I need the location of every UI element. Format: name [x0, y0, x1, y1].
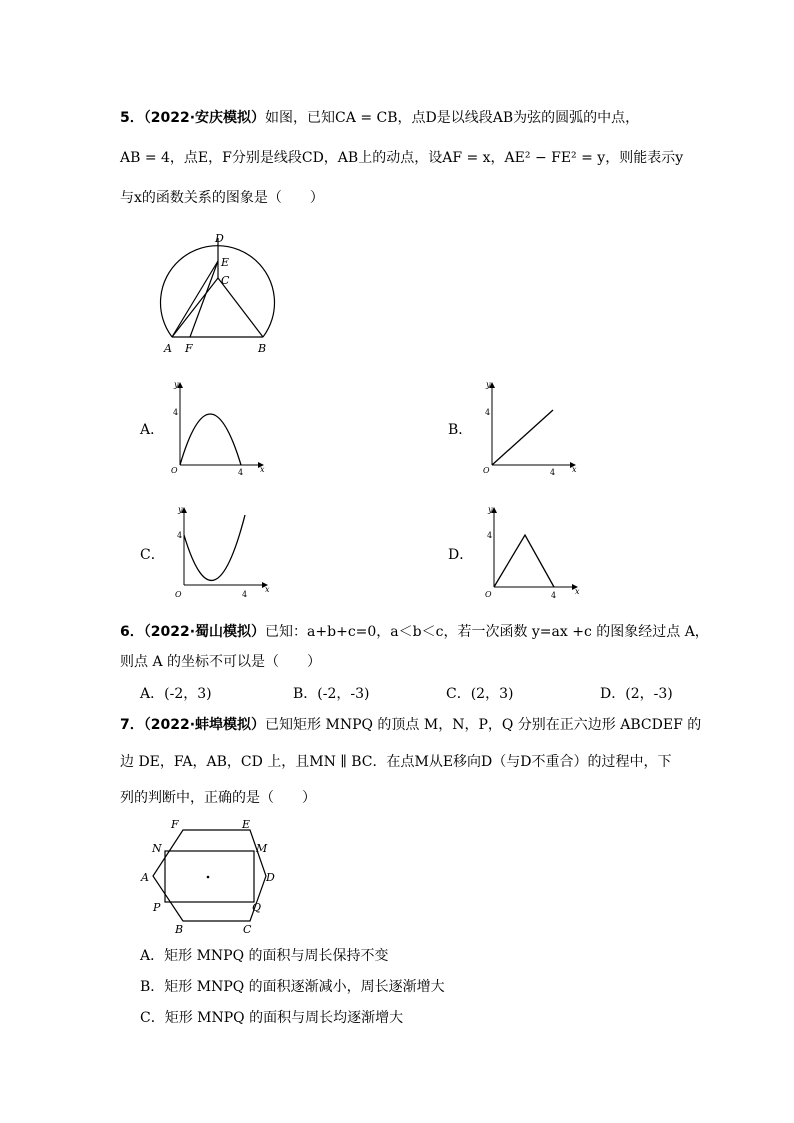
q7-option-a-text: 矩形 MNPQ 的面积与周长保持不变: [164, 948, 389, 964]
q7-label-m: M: [256, 842, 268, 855]
y-tick-4: 4: [485, 408, 491, 417]
q6-option-b: [293, 684, 370, 704]
origin-label: O: [483, 466, 490, 475]
q5-line-2: AB = 4，点E，F分别是线段CD，AB上的动点，设AF = x，AE² − FE² = y，则能表示y: [120, 150, 684, 166]
x-tick-4: 4: [238, 468, 244, 477]
q7-stem-1: 已知矩形 MNPQ 的顶点 M，N，P，Q 分别在正六边形 ABCDEF 的: [265, 717, 702, 733]
q7-option-b-label: B．: [140, 979, 165, 995]
q5-line-1: [120, 108, 639, 128]
q7-option-a-label: A．: [140, 948, 165, 964]
x-tick-4: 4: [550, 468, 556, 477]
q6-line-1: [120, 622, 709, 642]
graph-line: [494, 535, 554, 587]
q7-figure: [135, 815, 285, 940]
q5-seg-ae: [172, 261, 218, 337]
q5-option-a-label: A．: [140, 422, 165, 438]
q6-line-2: 则点 A 的坐标不可以是（ ）: [120, 654, 322, 670]
graph-curve: [184, 515, 245, 580]
q6-option-d-text: (2，-3): [625, 686, 673, 702]
q6-option-b-text: (-2，-3): [317, 686, 370, 702]
q6-stem-1: 已知：a+b+c=0，a＜b＜c，若一次函数 y=ax +c 的图象经过点 A，: [265, 624, 709, 640]
graph-curve: [180, 414, 241, 465]
q6-option-a: [140, 684, 212, 704]
q7-label-q: Q: [252, 901, 262, 914]
q5-label-c: C: [221, 274, 230, 287]
q6-option-c-label: C．: [446, 686, 471, 702]
q6-option-b-label: B．: [293, 686, 318, 702]
y-tick-4: 4: [487, 531, 493, 540]
q5-seg-ac: [172, 278, 218, 337]
q5-label-b: B: [258, 342, 267, 355]
q7-option-c: [140, 1008, 403, 1028]
origin-label: O: [175, 590, 182, 599]
y-tick-4: 4: [177, 531, 183, 540]
q7-option-b: [140, 977, 445, 997]
q5-option-d-label: D．: [448, 547, 474, 563]
q7-option-c-label: C．: [140, 1010, 165, 1026]
y-axis-label: y: [488, 505, 493, 514]
q7-line-3: 列的判断中，正确的是（ ）: [120, 790, 316, 806]
q5-option-b-label: B．: [448, 422, 473, 438]
x-axis-label: x: [260, 465, 265, 474]
q7-label-p: P: [153, 901, 161, 914]
q6-number: 6．: [120, 624, 144, 640]
q5-number: 5．: [120, 110, 144, 126]
q7-hexagon-outline: [153, 830, 266, 921]
q5-label-d: D: [215, 232, 224, 245]
q5-label-f: F: [185, 342, 193, 355]
q5-option-c-label: C．: [140, 547, 165, 563]
q7-label-c: C: [243, 923, 252, 936]
q5-label-e: E: [221, 256, 230, 269]
q5-option-b-graph: [480, 378, 580, 477]
q7-option-b-text: 矩形 MNPQ 的面积逐渐减小，周长逐渐增大: [164, 979, 445, 995]
q7-center-dot: [207, 876, 210, 879]
q5-label-a: A: [164, 342, 172, 355]
y-axis-label: y: [486, 380, 491, 389]
x-axis-label: x: [575, 587, 580, 596]
q6-option-d: [600, 684, 673, 704]
x-axis-label: x: [265, 585, 270, 594]
q7-source: （2022·蚌埠模拟）: [143, 717, 266, 733]
graph-line: [492, 410, 553, 465]
q7-line-1: [120, 715, 701, 735]
q6-option-a-text: (-2，3): [164, 686, 212, 702]
q5-source: （2022·安庆模拟）: [143, 110, 266, 126]
q5-option-a-graph: [168, 378, 268, 477]
q5-figure: [155, 228, 285, 358]
q7-rectangle: [165, 851, 254, 902]
origin-label: O: [485, 590, 492, 599]
x-tick-4: 4: [551, 591, 557, 600]
q7-label-e: E: [242, 818, 251, 831]
q5-seg-fe: [190, 261, 218, 337]
x-tick-4: 4: [242, 590, 248, 599]
q6-option-a-label: A．: [140, 686, 165, 702]
q7-line-2: 边 DE，FA，AB，CD 上，且MN ∥ BC．在点M从E移向D（与D不重合）的过程中，下: [120, 754, 672, 770]
q7-number: 7．: [120, 717, 144, 733]
q5-option-c-graph: [172, 503, 272, 598]
y-axis-label: y: [178, 505, 183, 514]
q7-label-f: F: [171, 818, 179, 831]
y-axis-label: y: [174, 380, 179, 389]
q5-option-d-graph: [482, 503, 582, 598]
q7-label-n: N: [152, 842, 162, 855]
q7-label-a: A: [141, 871, 149, 884]
y-tick-4: 4: [173, 408, 179, 417]
q6-option-c: [446, 684, 513, 704]
q6-option-c-text: (2，3): [470, 686, 514, 702]
origin-label: O: [171, 466, 178, 475]
q7-hexagon: [183, 815, 285, 830]
x-axis-label: x: [572, 465, 577, 474]
q7-option-a: [140, 946, 389, 966]
q6-source: （2022·蜀山模拟）: [143, 624, 266, 640]
q5-stem-1: 如图，已知CA = CB，点D是以线段AB为弦的圆弧的中点，: [265, 110, 640, 126]
q7-label-d: D: [266, 871, 275, 884]
q7-option-c-text: 矩形 MNPQ 的面积与周长均逐渐增大: [164, 1010, 404, 1026]
q5-line-3: 与x的函数关系的图象是（ ）: [120, 190, 324, 206]
q7-label-b: B: [175, 923, 184, 936]
q6-option-d-label: D．: [600, 686, 626, 702]
